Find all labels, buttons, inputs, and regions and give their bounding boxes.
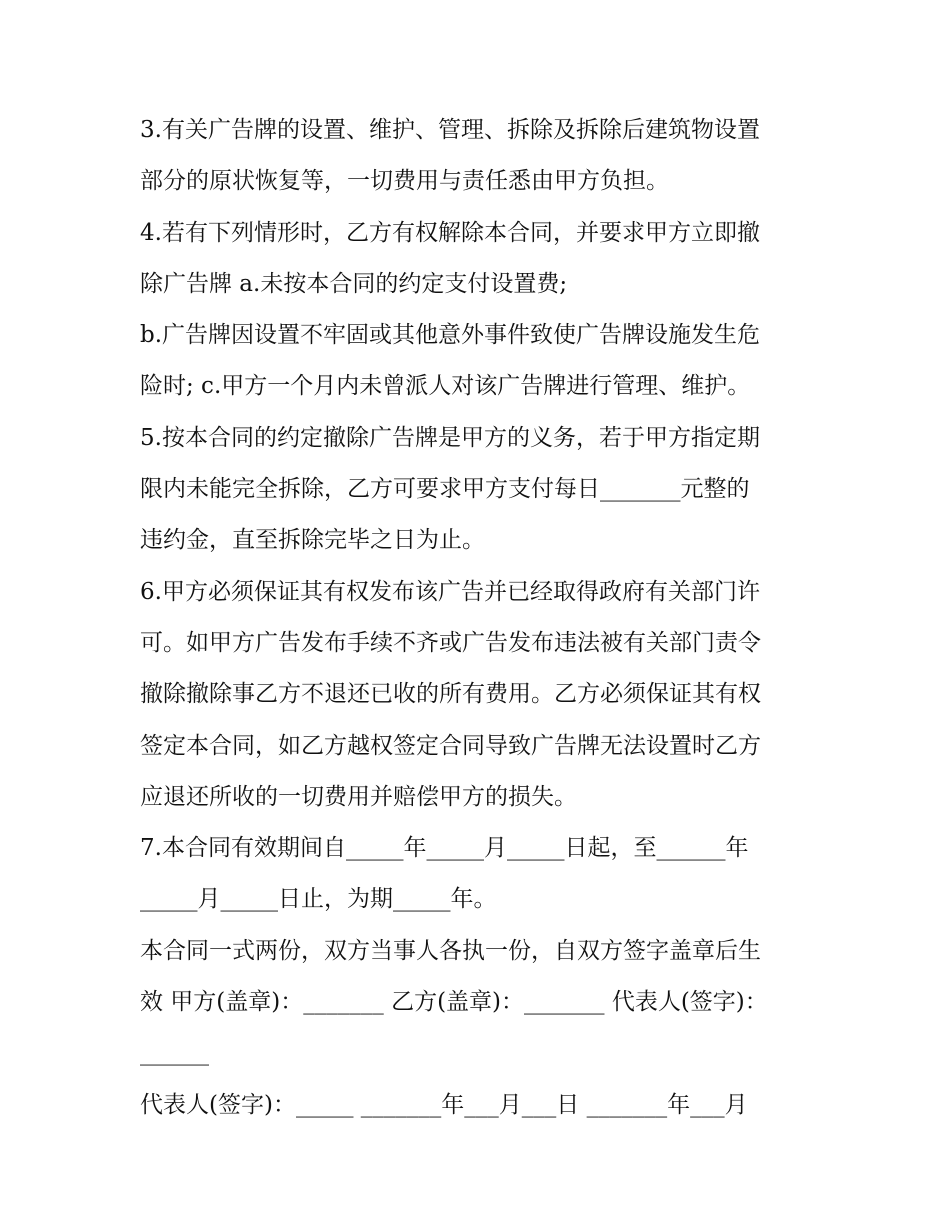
clause-3-line-1: 3.有关广告牌的设置、维护、管理、拆除及拆除后建筑物设置 [140, 117, 760, 143]
clause-5-line-1: 5.按本合同的约定撤除广告牌是甲方的义务，若于甲方指定期 [140, 424, 760, 451]
contract-text [140, 105, 820, 1131]
clause-4-line-1: 4.若有下列情形时，乙方有权解除本合同，并要求甲方立即撤 [140, 219, 760, 246]
signature-line-1: 效 甲方(盖章)：_______ 乙方(盖章)：_______ 代表人(签字)： [140, 989, 768, 1016]
closing-line-1: 本合同一式两份，双方当事人各执一份，自双方签字盖章后生 [140, 937, 761, 964]
clause-6-line-4: 签定本合同，如乙方越权签定合同导致广告牌无法设置时乙方 [140, 732, 761, 759]
clause-5-line-3: 违约金，直至拆除完毕之日为止。 [140, 527, 485, 554]
clause-7-line-1: 7.本合同有效期间自_____年_____月_____日起，至______年 [140, 835, 749, 862]
signature-line-2: ______ [140, 1040, 209, 1067]
signature-line-3: 代表人(签字)：_____ _______年___月___日 _______年___月 [140, 1091, 748, 1118]
clause-6-line-1: 6.甲方必须保证其有权发布该广告并已经取得政府有关部门许 [140, 578, 760, 605]
clause-6-line-5: 应退还所收的一切费用并赔偿甲方的损失。 [140, 783, 577, 810]
clause-4-line-3: b.广告牌因设置不牢固或其他意外事件致使广告牌设施发生危 [140, 322, 761, 349]
clause-3-line-2: 部分的原状恢复等，一切费用与责任悉由甲方负担。 [140, 168, 669, 195]
clause-7-line-2: _____月_____日止，为期_____年。 [140, 886, 497, 913]
clause-4-line-4: 险时; c.甲方一个月内未曾派人对该广告牌进行管理、维护。 [140, 373, 751, 400]
clause-4-line-2: 除广告牌 a.未按本合同的约定支付设置费; [140, 270, 568, 297]
clause-5-line-2: 限内未能完全拆除，乙方可要求甲方支付每日_______元整的 [140, 476, 750, 503]
clause-6-line-3: 撤除撤除事乙方不退还已收的所有费用。乙方必须保证其有权 [140, 681, 761, 708]
clause-6-line-2: 可。如甲方广告发布手续不齐或广告发布违法被有关部门责令 [140, 629, 761, 656]
